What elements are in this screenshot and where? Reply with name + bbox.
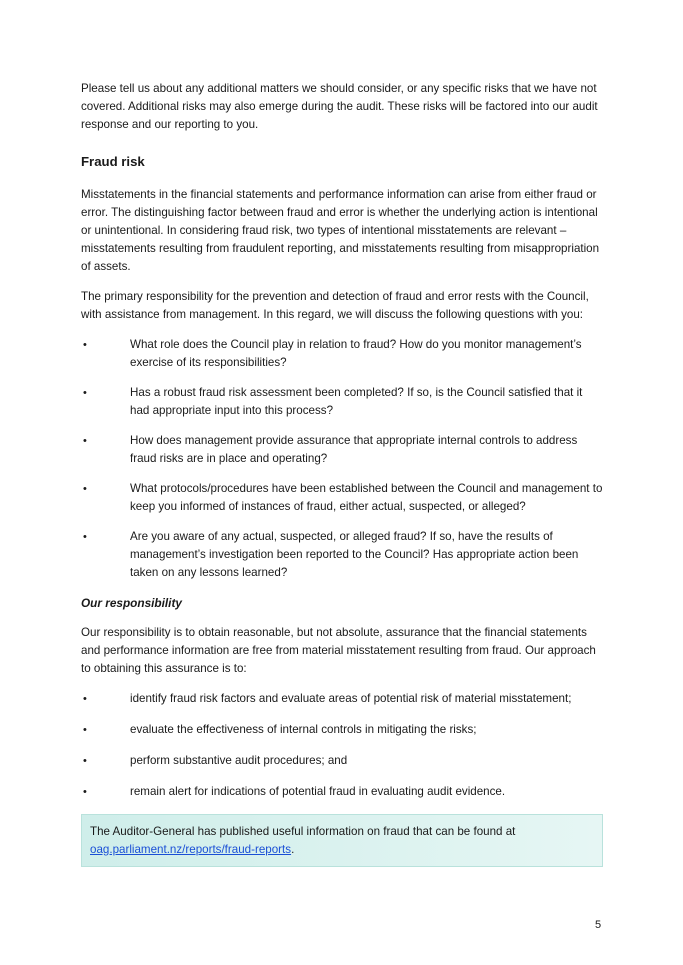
list-item: • What protocols/procedures have been established between the Council and management to keep you informed of instances of fraud, either actual, suspected, or alleged? — [81, 480, 603, 516]
responsibility-paragraph: Our responsibility is to obtain reasonable, but not absolute, assurance that the financial statements and performance information are free from material misstatement resulting from fraud. Our approach to obtaining this assurance is to: — [81, 626, 596, 675]
list-item: • How does management provide assurance that appropriate internal controls to address fraud risks are in place and operating? — [81, 432, 603, 468]
fraud-risk-heading: Fraud risk — [81, 154, 145, 169]
approach-list — [81, 690, 603, 801]
callout-body: The Auditor-General has published useful information on fraud that can be found at — [90, 825, 516, 838]
list-item: • remain alert for indications of potential fraud in evaluating audit evidence. — [81, 783, 603, 801]
page-content — [81, 80, 603, 867]
list-item: • evaluate the effectiveness of internal controls in mitigating the risks; — [81, 721, 603, 739]
list-item: • What role does the Council play in relation to fraud? How do you monitor management’s exercise of its responsibilities? — [81, 336, 603, 372]
list-item: • identify fraud risk factors and evaluate areas of potential risk of material misstatement; — [81, 690, 603, 708]
callout-text — [90, 823, 594, 859]
fraud-reports-link[interactable]: oag.parliament.nz/reports/fraud-reports — [90, 843, 292, 856]
intro-paragraph: Please tell us about any additional matters we should consider, or any specific risks that we have not covered. Additional risks may also emerge during the audit. These risks will be factored into our audit response and our reporting to you. — [81, 82, 598, 131]
callout-trail: . — [291, 843, 295, 856]
info-callout — [81, 814, 603, 867]
list-item: • perform substantive audit procedures; and — [81, 752, 603, 770]
page-number: 5 — [595, 919, 602, 931]
our-responsibility-heading: Our responsibility — [81, 596, 182, 610]
list-item: • Are you aware of any actual, suspected, or alleged fraud? If so, have the results of management’s investigation been reported to the Council? Has appropriate action been taken on any lessons learned? — [81, 528, 603, 582]
questions-list — [81, 336, 603, 582]
fraud-paragraph-1: Misstatements in the financial statements and performance information can arise from either fraud or error. The distinguishing factor between fraud and error is whether the underlying action is intentional or unintentional. In considering fraud risk, two types of intentional misstatements are relevant – misstatements resulting from fraudulent reporting, and misstatements resulting from misappropriation of assets. — [81, 188, 600, 273]
list-item: • Has a robust fraud risk assessment been completed? If so, is the Council satisfied that it had appropriate input into this process? — [81, 384, 603, 420]
fraud-paragraph-2: The primary responsibility for the prevention and detection of fraud and error rests with the Council, with assistance from management. In this regard, we will discuss the following questions with you: — [81, 290, 589, 321]
